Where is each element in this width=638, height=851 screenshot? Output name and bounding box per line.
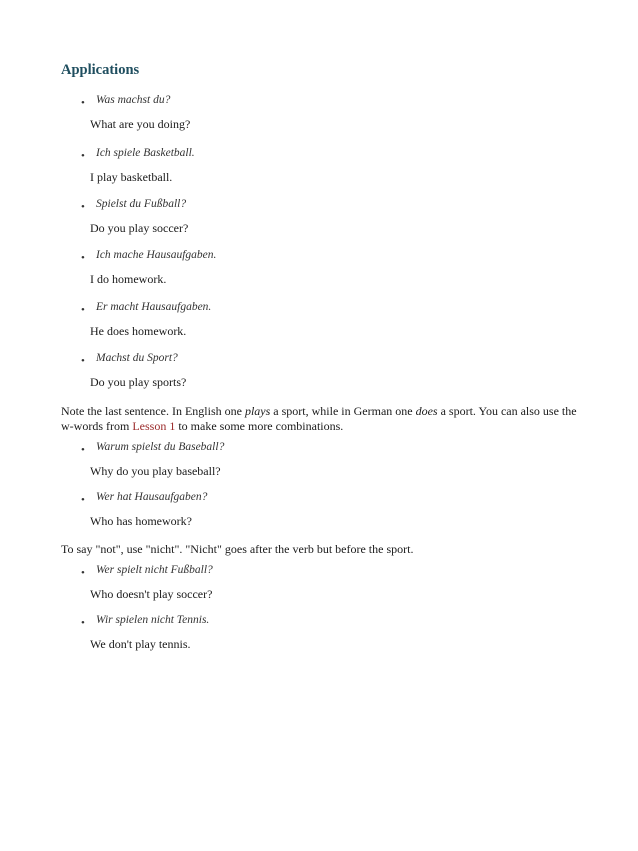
english-translation: Do you play sports? (90, 375, 187, 389)
german-sentence: Ich mache Hausaufgaben. (96, 249, 217, 261)
english-translation: Who doesn't play soccer? (90, 587, 213, 601)
german-sentence: Er macht Hausaufgaben. (96, 301, 212, 313)
german-sentence: Machst du Sport? (96, 352, 178, 364)
bullet-icon: • (81, 567, 85, 579)
english-translation: He does homework. (90, 324, 187, 338)
bullet-icon: • (81, 97, 85, 109)
bullet-icon: • (81, 150, 85, 162)
german-sentence: Warum spielst du Baseball? (96, 441, 225, 453)
english-translation: Why do you play baseball? (90, 464, 221, 478)
bullet-icon: • (81, 355, 85, 367)
german-sentence: Ich spiele Basketball. (96, 147, 195, 159)
english-translation: I do homework. (90, 272, 167, 286)
lesson-1-link[interactable]: Lesson 1 (132, 419, 176, 433)
section-heading: Applications (61, 62, 140, 78)
note-emphasis-plays: plays (244, 404, 271, 418)
note-text: Note the last sentence. In English one (61, 404, 245, 418)
note-text: to make some more combinations. (175, 419, 344, 433)
english-translation: We don't play tennis. (90, 637, 191, 651)
bullet-icon: • (81, 201, 85, 213)
english-translation: Who has homework? (90, 514, 192, 528)
note-text: a sport, while in German one (270, 404, 416, 418)
english-translation: What are you doing? (90, 117, 191, 131)
note-text: a sport. You can also use the w-words from (61, 404, 577, 433)
german-sentence: Wer spielt nicht Fußball? (96, 564, 213, 576)
bullet-icon: • (81, 617, 85, 629)
nicht-paragraph: To say "not", use "nicht". "Nicht" goes after the verb but before the sport. (61, 542, 414, 556)
bullet-icon: • (81, 444, 85, 456)
german-sentence: Spielst du Fußball? (96, 198, 187, 210)
german-sentence: Was machst du? (96, 94, 171, 106)
note-paragraph (61, 404, 581, 434)
german-sentence: Wir spielen nicht Tennis. (96, 614, 210, 626)
german-sentence: Wer hat Hausaufgaben? (96, 491, 208, 503)
bullet-icon: • (81, 304, 85, 316)
bullet-icon: • (81, 494, 85, 506)
note-emphasis-does: does (415, 404, 438, 418)
bullet-icon: • (81, 252, 85, 264)
english-translation: I play basketball. (90, 170, 173, 184)
english-translation: Do you play soccer? (90, 221, 189, 235)
